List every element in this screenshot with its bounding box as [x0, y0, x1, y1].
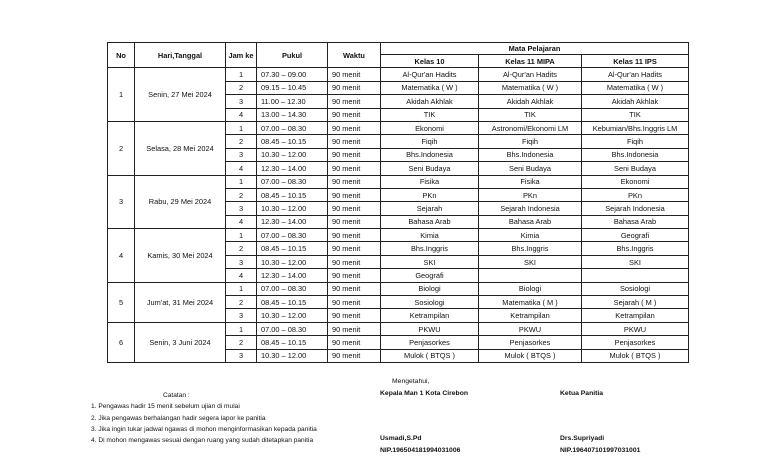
class-11-ips-subject-cell: Bhs.Indonesia	[582, 148, 689, 161]
time-cell: 08.45 – 10.15	[257, 242, 328, 255]
class-11-ips-subject-cell: Bhs.Inggris	[582, 242, 689, 255]
class-11-ips-subject-cell: Ekonomi	[582, 175, 689, 188]
duration-cell: 90 menit	[328, 215, 381, 228]
time-cell: 11.00 – 12.30	[257, 95, 328, 108]
schedule-row	[108, 68, 689, 81]
schedule-row	[108, 229, 689, 242]
committee-chair-title: Ketua Panitia	[560, 390, 604, 397]
duration-cell: 90 menit	[328, 162, 381, 175]
duration-cell: 90 menit	[328, 81, 381, 94]
class-10-subject-cell: Sosiologi	[381, 296, 479, 309]
period-cell: 4	[226, 269, 257, 282]
class-11-ips-subject-cell: Matematika ( W )	[582, 81, 689, 94]
day-number-cell: 4	[108, 229, 135, 283]
period-cell: 1	[226, 68, 257, 81]
principal-title: Kepala Man 1 Kota Cirebon	[380, 390, 468, 397]
class-11-mipa-subject-cell: Al-Qur'an Hadits	[479, 68, 582, 81]
class-11-mipa-subject-cell: Bhs.Indonesia	[479, 148, 582, 161]
class-11-mipa-subject-cell: Matematika ( M )	[479, 296, 582, 309]
class-10-subject-cell: PKn	[381, 188, 479, 201]
class-11-mipa-subject-cell: TIK	[479, 108, 582, 121]
class-10-subject-cell: Biologi	[381, 282, 479, 295]
duration-cell: 90 menit	[328, 296, 381, 309]
class-11-ips-subject-cell: Sejarah ( M )	[582, 296, 689, 309]
duration-cell: 90 menit	[328, 336, 381, 349]
class-11-ips-subject-cell: Fiqih	[582, 135, 689, 148]
class-10-subject-cell: Sejarah	[381, 202, 479, 215]
class-10-subject-cell: Kimia	[381, 229, 479, 242]
period-cell: 4	[226, 215, 257, 228]
period-cell: 1	[226, 121, 257, 134]
header-day-date: Hari,Tanggal	[135, 43, 226, 68]
class-10-subject-cell: Matematika ( W )	[381, 81, 479, 94]
class-11-ips-subject-cell: Seni Budaya	[582, 162, 689, 175]
duration-cell: 90 menit	[328, 309, 381, 322]
day-date-cell: Kamis, 30 Mei 2024	[135, 229, 226, 283]
class-11-mipa-subject-cell: Akidah Akhlak	[479, 95, 582, 108]
class-11-mipa-subject-cell: Biologi	[479, 282, 582, 295]
schedule-row	[108, 175, 689, 188]
note-item: 1. Pengawas hadir 15 menit sebelum ujian di mulai	[91, 403, 240, 411]
time-cell: 12.30 – 14.00	[257, 162, 328, 175]
header-class-11-mipa: Kelas 11 MIPA	[479, 55, 582, 68]
duration-cell: 90 menit	[328, 188, 381, 201]
day-number-cell: 5	[108, 282, 135, 322]
header-duration: Waktu	[328, 43, 381, 68]
period-cell: 1	[226, 282, 257, 295]
period-cell: 3	[226, 95, 257, 108]
period-cell: 3	[226, 148, 257, 161]
class-11-ips-subject-cell: Mulok ( BTQS )	[582, 349, 689, 362]
period-cell: 2	[226, 81, 257, 94]
class-11-mipa-subject-cell: SKI	[479, 255, 582, 268]
schedule-row	[108, 121, 689, 134]
class-10-subject-cell: Penjasorkes	[381, 336, 479, 349]
class-11-ips-subject-cell: Bahasa Arab	[582, 215, 689, 228]
class-11-ips-subject-cell: Penjasorkes	[582, 336, 689, 349]
class-11-mipa-subject-cell: Kimia	[479, 229, 582, 242]
class-11-mipa-subject-cell: Penjasorkes	[479, 336, 582, 349]
class-11-mipa-subject-cell: Mulok ( BTQS )	[479, 349, 582, 362]
notes-section	[91, 390, 317, 446]
class-10-subject-cell: Bahasa Arab	[381, 215, 479, 228]
class-11-mipa-subject-cell: PKWU	[479, 322, 582, 335]
class-10-subject-cell: Mulok ( BTQS )	[381, 349, 479, 362]
class-11-mipa-subject-cell: Matematika ( W )	[479, 81, 582, 94]
duration-cell: 90 menit	[328, 269, 381, 282]
day-date-cell: Senin, 3 Juni 2024	[135, 322, 226, 362]
header-class-10: Kelas 10	[381, 55, 479, 68]
principal-name: Usmadi,S.Pd	[380, 435, 422, 442]
class-11-ips-subject-cell: PKWU	[582, 322, 689, 335]
duration-cell: 90 menit	[328, 68, 381, 81]
time-cell: 10.30 – 12.00	[257, 255, 328, 268]
notes-title: Catatan :	[163, 392, 190, 399]
class-11-mipa-subject-cell: Astronomi/Ekonomi LM	[479, 121, 582, 134]
duration-cell: 90 menit	[328, 322, 381, 335]
time-cell: 08.45 – 10.15	[257, 336, 328, 349]
day-number-cell: 1	[108, 68, 135, 122]
period-cell: 1	[226, 229, 257, 242]
duration-cell: 90 menit	[328, 135, 381, 148]
class-10-subject-cell: PKWU	[381, 322, 479, 335]
duration-cell: 90 menit	[328, 175, 381, 188]
class-11-mipa-subject-cell: PKn	[479, 188, 582, 201]
header-class-11-ips: Kelas 11 IPS	[582, 55, 689, 68]
time-cell: 07.00 – 08.30	[257, 229, 328, 242]
class-10-subject-cell: Ketrampilan	[381, 309, 479, 322]
class-10-subject-cell: Akidah Akhlak	[381, 95, 479, 108]
period-cell: 3	[226, 309, 257, 322]
period-cell: 2	[226, 296, 257, 309]
class-11-ips-subject-cell: SKI	[582, 255, 689, 268]
class-11-ips-subject-cell: TIK	[582, 108, 689, 121]
class-11-mipa-subject-cell: Fisika	[479, 175, 582, 188]
period-cell: 2	[226, 135, 257, 148]
class-10-subject-cell: TIK	[381, 108, 479, 121]
class-11-ips-subject-cell: Sosiologi	[582, 282, 689, 295]
day-date-cell: Jum'at, 31 Mei 2024	[135, 282, 226, 322]
day-number-cell: 2	[108, 121, 135, 175]
duration-cell: 90 menit	[328, 349, 381, 362]
header-no: No	[108, 43, 135, 68]
day-date-cell: Rabu, 29 Mei 2024	[135, 175, 226, 229]
class-11-ips-subject-cell: Sejarah Indonesia	[582, 202, 689, 215]
day-number-cell: 6	[108, 322, 135, 362]
class-11-ips-subject-cell	[582, 269, 689, 282]
duration-cell: 90 menit	[328, 282, 381, 295]
duration-cell: 90 menit	[328, 229, 381, 242]
class-11-mipa-subject-cell	[479, 269, 582, 282]
class-11-ips-subject-cell: Akidah Akhlak	[582, 95, 689, 108]
duration-cell: 90 menit	[328, 242, 381, 255]
time-cell: 08.45 – 10.15	[257, 188, 328, 201]
time-cell: 08.45 – 10.15	[257, 296, 328, 309]
header-subjects: Mata Pelajaran	[381, 43, 689, 55]
time-cell: 09.15 – 10.45	[257, 81, 328, 94]
time-cell: 10.30 – 12.00	[257, 202, 328, 215]
principal-nip: NIP.196504181994031006	[380, 447, 461, 454]
duration-cell: 90 menit	[328, 108, 381, 121]
time-cell: 10.30 – 12.00	[257, 148, 328, 161]
class-11-mipa-subject-cell: Ketrampilan	[479, 309, 582, 322]
class-11-mipa-subject-cell: Fiqih	[479, 135, 582, 148]
exam-schedule-table	[107, 42, 689, 363]
period-cell: 4	[226, 162, 257, 175]
schedule-body	[108, 68, 689, 363]
time-cell: 10.30 – 12.00	[257, 309, 328, 322]
class-11-mipa-subject-cell: Bahasa Arab	[479, 215, 582, 228]
class-11-ips-subject-cell: PKn	[582, 188, 689, 201]
period-cell: 2	[226, 188, 257, 201]
class-10-subject-cell: Fiqih	[381, 135, 479, 148]
class-11-mipa-subject-cell: Seni Budaya	[479, 162, 582, 175]
class-10-subject-cell: Ekonomi	[381, 121, 479, 134]
acknowledged-label: Mengetahui,	[392, 378, 430, 385]
duration-cell: 90 menit	[328, 202, 381, 215]
time-cell: 07.00 – 08.30	[257, 121, 328, 134]
duration-cell: 90 menit	[328, 95, 381, 108]
time-cell: 10.30 – 12.00	[257, 349, 328, 362]
note-item: 2. Jika pengawas berhalangan hadir segera lapor ke panitia	[91, 414, 266, 422]
note-item: 4. Di mohon mengawas sesuai dengan ruang yang sudah ditetapkan panitia	[91, 437, 314, 445]
period-cell: 2	[226, 242, 257, 255]
day-date-cell: Selasa, 28 Mei 2024	[135, 121, 226, 175]
header-period: Jam ke	[226, 43, 257, 68]
class-10-subject-cell: Seni Budaya	[381, 162, 479, 175]
period-cell: 2	[226, 336, 257, 349]
period-cell: 4	[226, 108, 257, 121]
duration-cell: 90 menit	[328, 255, 381, 268]
period-cell: 3	[226, 255, 257, 268]
day-date-cell: Senin, 27 Mei 2024	[135, 68, 226, 122]
class-11-ips-subject-cell: Ketrampilan	[582, 309, 689, 322]
class-10-subject-cell: Fisika	[381, 175, 479, 188]
class-11-ips-subject-cell: Kebumian/Bhs.Inggris LM	[582, 121, 689, 134]
class-10-subject-cell: SKI	[381, 255, 479, 268]
schedule-row	[108, 322, 689, 335]
class-11-mipa-subject-cell: Sejarah Indonesia	[479, 202, 582, 215]
class-11-ips-subject-cell: Geografi	[582, 229, 689, 242]
time-cell: 08.45 – 10.15	[257, 135, 328, 148]
time-cell: 07.00 – 08.30	[257, 175, 328, 188]
note-item: 3. Jika ingin tukar jadwal ngawas di mohon menginformasikan kepada panitia	[91, 425, 317, 433]
class-10-subject-cell: Bhs.Indonesia	[381, 148, 479, 161]
period-cell: 1	[226, 175, 257, 188]
committee-chair-name: Drs.Supriyadi	[560, 435, 605, 442]
class-10-subject-cell: Al-Qur'an Hadits	[381, 68, 479, 81]
class-11-ips-subject-cell: Al-Qur'an Hadits	[582, 68, 689, 81]
period-cell: 3	[226, 349, 257, 362]
time-cell: 07.30 – 09.00	[257, 68, 328, 81]
time-cell: 07.00 – 08.30	[257, 282, 328, 295]
class-10-subject-cell: Geografi	[381, 269, 479, 282]
period-cell: 3	[226, 202, 257, 215]
time-cell: 13.00 – 14.30	[257, 108, 328, 121]
time-cell: 12.30 – 14.00	[257, 215, 328, 228]
day-number-cell: 3	[108, 175, 135, 229]
duration-cell: 90 menit	[328, 121, 381, 134]
time-cell: 07.00 – 08.30	[257, 322, 328, 335]
schedule-row	[108, 282, 689, 295]
class-10-subject-cell: Bhs.Inggris	[381, 242, 479, 255]
header-time: Pukul	[257, 43, 328, 68]
committee-chair-nip: NIP.196407101997031001	[560, 447, 641, 454]
time-cell: 12.30 – 14.00	[257, 269, 328, 282]
period-cell: 1	[226, 322, 257, 335]
duration-cell: 90 menit	[328, 148, 381, 161]
class-11-mipa-subject-cell: Bhs.Inggris	[479, 242, 582, 255]
